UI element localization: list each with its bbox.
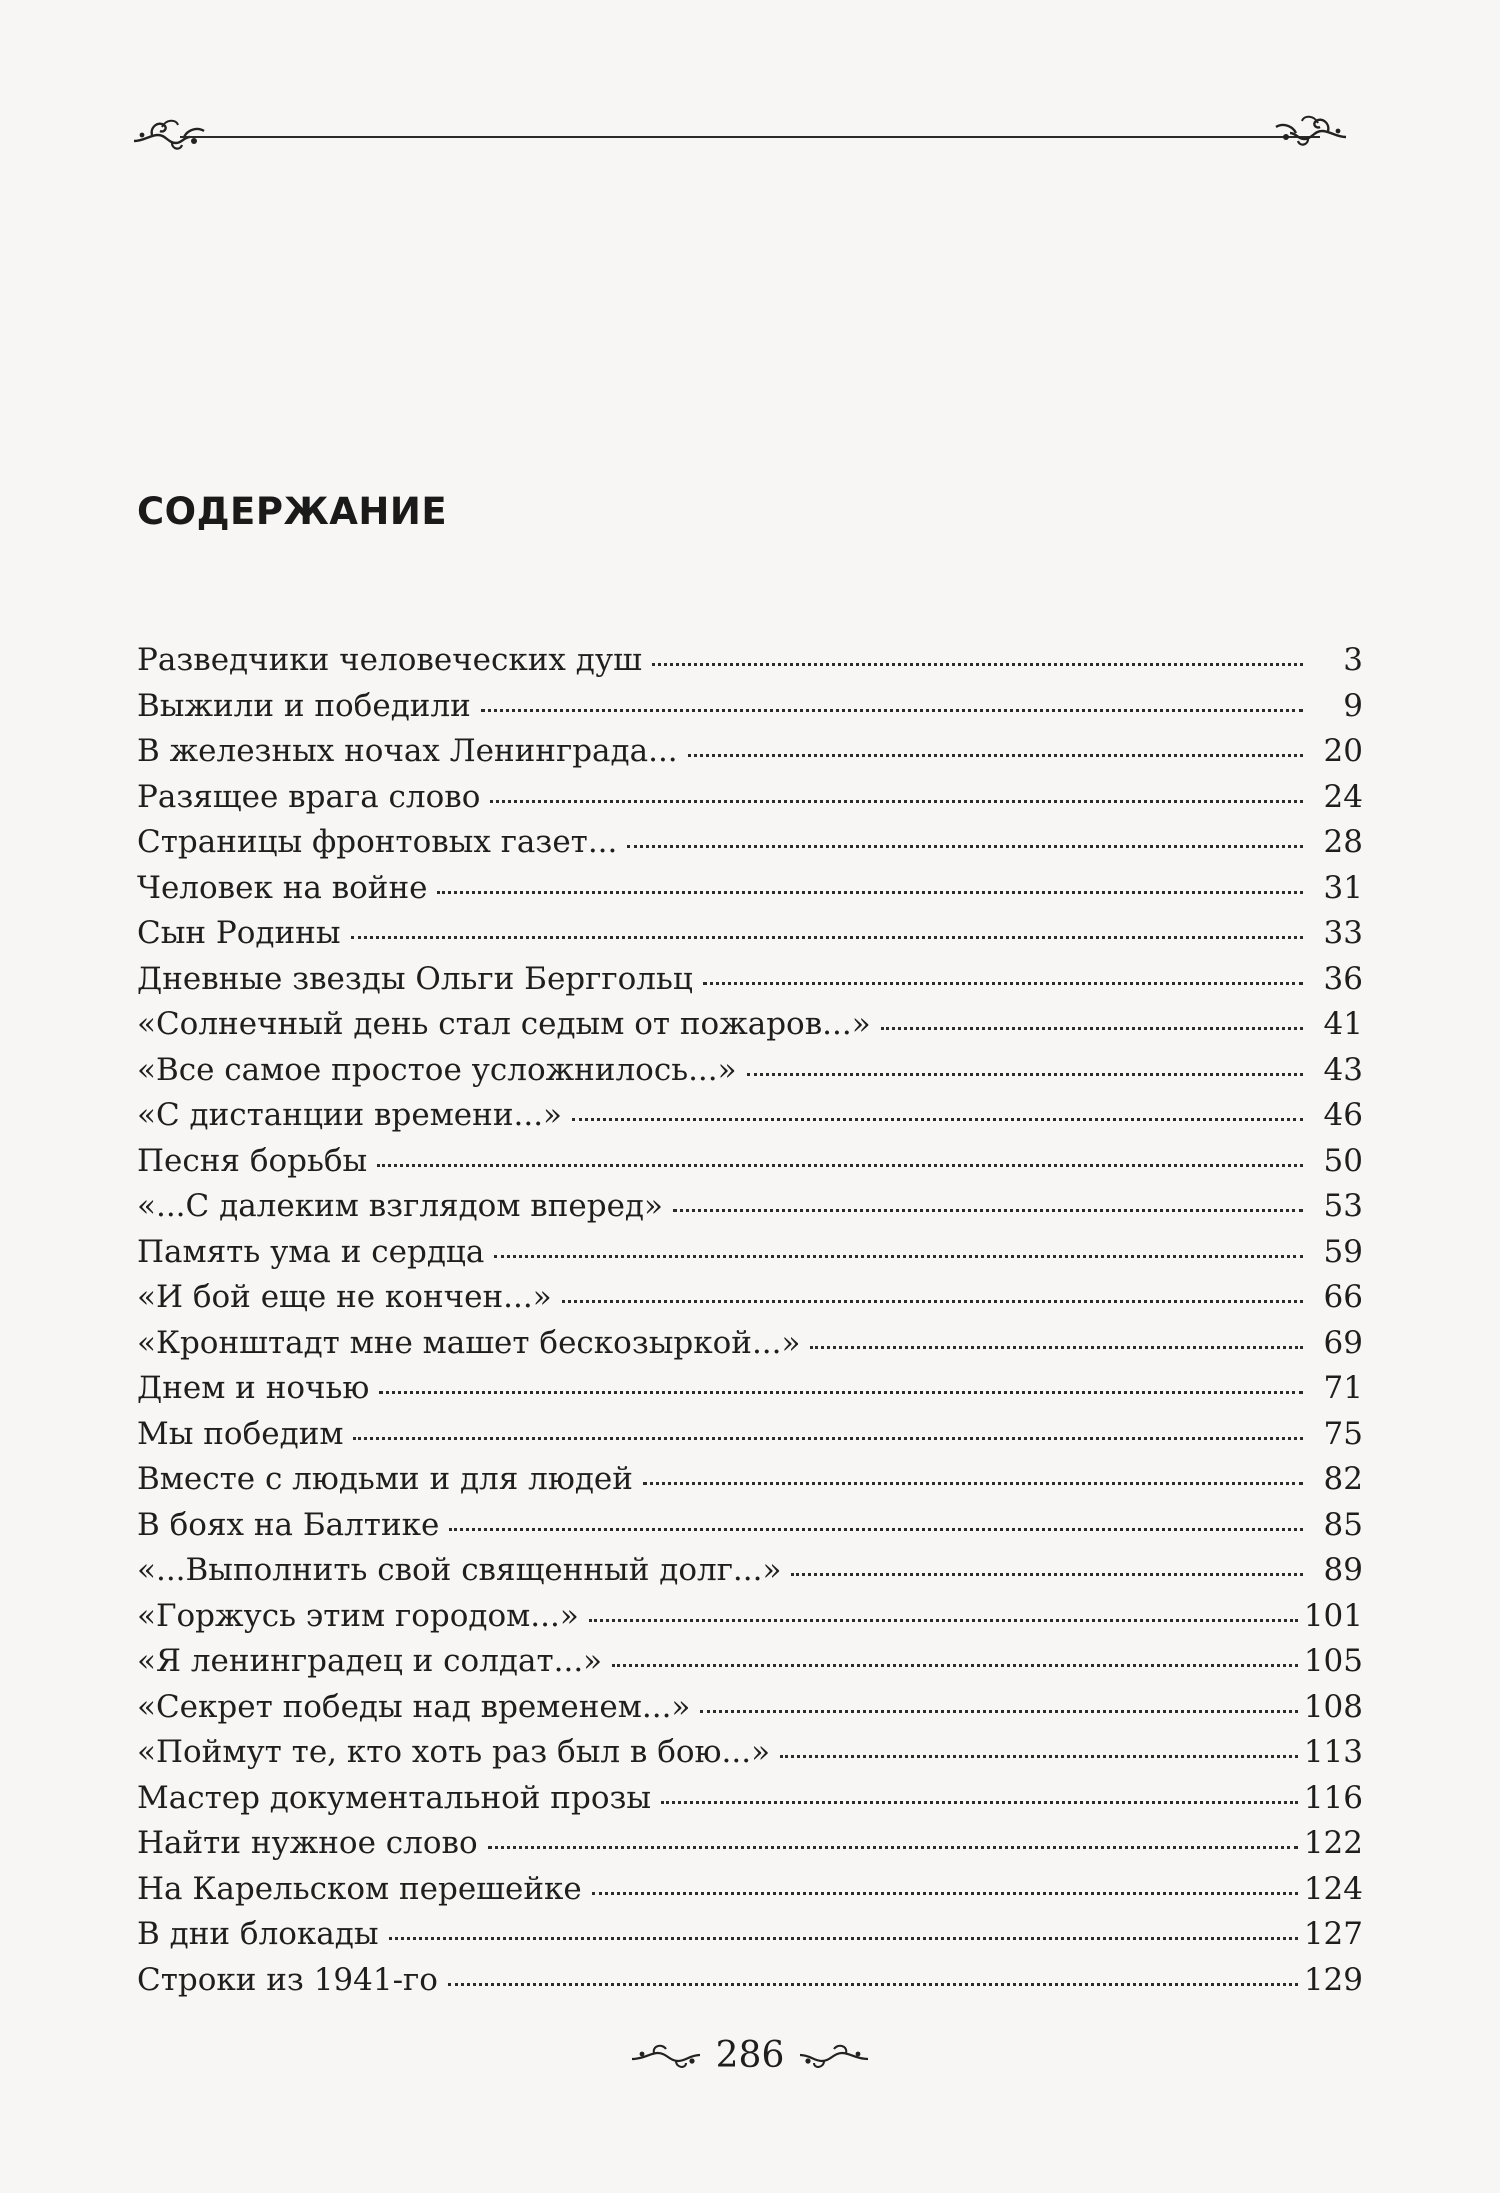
toc-entry-title: Мы победим <box>137 1415 344 1452</box>
toc-entry-title: Вместе с людьми и для людей <box>137 1461 633 1497</box>
table-of-contents <box>137 638 1363 2003</box>
toc-dot-leader <box>490 799 1303 803</box>
toc-entry-title: «С дистанции времени...» <box>137 1097 563 1133</box>
toc-entry[interactable] <box>137 1958 1363 2004</box>
toc-entry-title: На Карельском перешейке <box>137 1870 582 1907</box>
toc-entry[interactable] <box>137 775 1363 821</box>
toc-entry-page-number: 24 <box>1323 778 1363 815</box>
toc-entry-title: «И бой еще не кончен...» <box>137 1279 552 1315</box>
toc-entry-page-number: 124 <box>1303 1870 1363 1907</box>
toc-entry[interactable] <box>137 1730 1363 1776</box>
toc-entry-title: Выжили и победили <box>137 687 471 724</box>
toc-entry-title: Сын Родины <box>137 915 341 951</box>
toc-entry-title: Строки из 1941-го <box>137 1961 438 1998</box>
toc-dot-leader <box>589 1618 1298 1622</box>
toc-dot-leader <box>377 1163 1303 1167</box>
toc-entry[interactable] <box>137 957 1363 1003</box>
toc-entry-title: Человек на войне <box>137 869 428 906</box>
toc-entry-page-number: 36 <box>1323 960 1363 997</box>
toc-dot-leader <box>494 1254 1303 1258</box>
toc-dot-leader <box>810 1345 1303 1349</box>
toc-entry-page-number: 50 <box>1323 1142 1363 1179</box>
toc-entry[interactable] <box>137 1412 1363 1458</box>
toc-entry[interactable] <box>137 1230 1363 1276</box>
toc-entry-page-number: 66 <box>1323 1279 1363 1315</box>
toc-entry[interactable] <box>137 820 1363 866</box>
toc-dot-leader <box>643 1481 1303 1485</box>
toc-entry-title: Память ума и сердца <box>137 1233 485 1270</box>
toc-entry-page-number: 33 <box>1323 915 1363 951</box>
toc-entry[interactable] <box>137 866 1363 912</box>
toc-dot-leader <box>437 890 1303 894</box>
footer-left-flourish-icon <box>630 2041 702 2071</box>
toc-dot-leader <box>652 662 1303 666</box>
toc-dot-leader <box>379 1390 1303 1394</box>
toc-dot-leader <box>703 981 1303 985</box>
toc-entry-page-number: 116 <box>1303 1779 1363 1816</box>
toc-entry[interactable] <box>137 1093 1363 1139</box>
toc-entry[interactable] <box>137 1321 1363 1367</box>
page-number: 286 <box>715 2035 785 2076</box>
toc-entry[interactable] <box>137 1548 1363 1594</box>
toc-entry-page-number: 89 <box>1323 1552 1363 1588</box>
toc-entry[interactable] <box>137 1048 1363 1094</box>
toc-entry[interactable] <box>137 684 1363 730</box>
toc-entry-page-number: 85 <box>1323 1506 1363 1543</box>
toc-dot-leader <box>448 1982 1298 1986</box>
toc-entry[interactable] <box>137 1594 1363 1640</box>
toc-dot-leader <box>572 1117 1303 1121</box>
toc-dot-leader <box>627 844 1303 848</box>
toc-dot-leader <box>481 708 1303 712</box>
toc-entry[interactable] <box>137 1912 1363 1958</box>
toc-entry-title: Разящее врага слово <box>137 778 481 815</box>
toc-entry-title: «Поймут те, кто хоть раз был в бою...» <box>137 1734 771 1770</box>
footer-right-flourish-icon <box>798 2041 870 2071</box>
toc-dot-leader <box>562 1299 1303 1303</box>
toc-entry-page-number: 101 <box>1303 1597 1363 1634</box>
toc-entry[interactable] <box>137 1776 1363 1822</box>
toc-entry-title: «Горжусь этим городом...» <box>137 1597 579 1634</box>
toc-entry-title: Разведчики человеческих душ <box>137 642 642 678</box>
toc-entry-page-number: 31 <box>1323 869 1363 906</box>
toc-entry[interactable] <box>137 1184 1363 1230</box>
toc-dot-leader <box>700 1709 1297 1713</box>
toc-entry-page-number: 28 <box>1323 824 1363 860</box>
toc-entry-page-number: 9 <box>1343 687 1363 724</box>
toc-entry[interactable] <box>137 729 1363 775</box>
toc-entry-page-number: 129 <box>1303 1961 1363 1998</box>
toc-dot-leader <box>488 1845 1298 1849</box>
toc-dot-leader <box>747 1072 1303 1076</box>
toc-entry-page-number: 75 <box>1323 1415 1363 1452</box>
toc-entry-title: Днем и ночью <box>137 1370 370 1406</box>
page-footer <box>0 2035 1500 2076</box>
toc-entry-page-number: 20 <box>1323 733 1363 769</box>
toc-entry-title: Страницы фронтовых газет... <box>137 824 618 860</box>
toc-entry[interactable] <box>137 1002 1363 1048</box>
toc-dot-leader <box>791 1572 1303 1576</box>
toc-entry[interactable] <box>137 638 1363 684</box>
toc-entry-title: В железных ночах Ленинграда... <box>137 733 678 769</box>
toc-entry[interactable] <box>137 1139 1363 1185</box>
header-right-flourish-icon <box>1270 111 1348 147</box>
toc-entry-page-number: 113 <box>1303 1734 1363 1770</box>
header-rule <box>180 136 1320 138</box>
toc-entry-title: «Все самое простое усложнилось...» <box>137 1051 737 1088</box>
toc-entry[interactable] <box>137 1639 1363 1685</box>
toc-entry-title: «Я ленинградец и солдат...» <box>137 1643 603 1679</box>
toc-dot-leader <box>661 1800 1298 1804</box>
toc-dot-leader <box>688 753 1303 757</box>
toc-entry-page-number: 82 <box>1323 1461 1363 1497</box>
toc-dot-leader <box>351 935 1303 939</box>
toc-dot-leader <box>881 1026 1303 1030</box>
toc-entry[interactable] <box>137 1867 1363 1913</box>
toc-entry[interactable] <box>137 1275 1363 1321</box>
toc-entry-page-number: 46 <box>1323 1097 1363 1133</box>
toc-dot-leader <box>353 1436 1303 1440</box>
page-title: СОДЕРЖАНИЕ <box>137 490 448 533</box>
toc-entry-title: «Секрет победы над временем...» <box>137 1688 691 1725</box>
toc-entry-page-number: 71 <box>1323 1370 1363 1406</box>
toc-entry-title: В дни блокады <box>137 1916 379 1952</box>
toc-entry-title: В боях на Балтике <box>137 1506 440 1543</box>
toc-entry-page-number: 127 <box>1303 1916 1363 1952</box>
toc-dot-leader <box>780 1754 1298 1758</box>
toc-entry-page-number: 108 <box>1303 1688 1363 1725</box>
toc-entry-title: «Солнечный день стал седым от пожаров...» <box>137 1006 871 1042</box>
toc-entry-title: Мастер документальной прозы <box>137 1779 652 1816</box>
toc-entry-page-number: 41 <box>1323 1006 1363 1042</box>
header-left-flourish-icon <box>132 115 210 151</box>
toc-entry-page-number: 3 <box>1343 642 1363 678</box>
toc-entry[interactable] <box>137 1366 1363 1412</box>
toc-dot-leader <box>673 1208 1303 1212</box>
toc-dot-leader <box>592 1891 1298 1895</box>
toc-entry-page-number: 43 <box>1323 1051 1363 1088</box>
toc-entry-page-number: 122 <box>1303 1825 1363 1861</box>
toc-entry-page-number: 53 <box>1323 1188 1363 1224</box>
toc-entry-title: Найти нужное слово <box>137 1825 478 1861</box>
toc-entry[interactable] <box>137 1503 1363 1549</box>
toc-entry-title: Дневные звезды Ольги Берггольц <box>137 960 693 997</box>
toc-entry[interactable] <box>137 1457 1363 1503</box>
toc-entry-page-number: 59 <box>1323 1233 1363 1270</box>
toc-dot-leader <box>449 1527 1303 1531</box>
toc-entry[interactable] <box>137 1685 1363 1731</box>
toc-entry-page-number: 105 <box>1303 1643 1363 1679</box>
toc-entry-title: «...Выполнить свой священный долг...» <box>137 1552 782 1588</box>
toc-entry-page-number: 69 <box>1323 1324 1363 1361</box>
toc-entry-title: «...С далеким взглядом вперед» <box>137 1188 663 1224</box>
toc-entry-title: «Кронштадт мне машет бескозыркой...» <box>137 1324 801 1361</box>
toc-entry[interactable] <box>137 911 1363 957</box>
toc-dot-leader <box>389 1936 1298 1940</box>
toc-entry[interactable] <box>137 1821 1363 1867</box>
toc-entry-title: Песня борьбы <box>137 1142 368 1179</box>
toc-dot-leader <box>612 1663 1298 1667</box>
